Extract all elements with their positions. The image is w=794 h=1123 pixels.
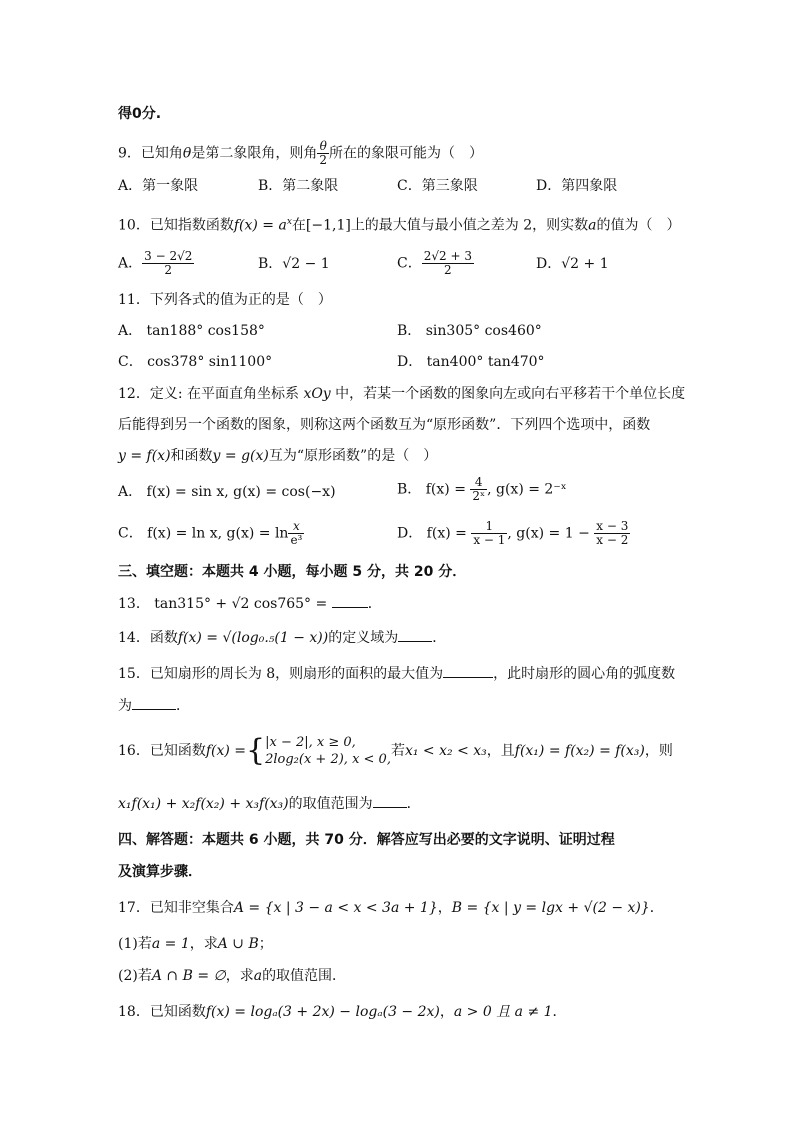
q17-set-b: B = {x | y = lgx + √(2 − x)}: [451, 900, 650, 916]
q16-text-a: 16．已知函数: [118, 743, 206, 759]
q11-option-d[interactable]: D． tan400° tan470°: [397, 354, 545, 370]
q12-text-a: 12．定义: 在平面直角坐标系: [118, 386, 304, 402]
q9-option-b[interactable]: B．第二象限: [258, 178, 339, 194]
q11-option-c[interactable]: C． cos378° sin1100°: [118, 354, 273, 370]
q12-text-b: 中，若某一个函数的图象向左或向右平移若干个单位长度: [330, 386, 686, 402]
q14-answer-blank[interactable]: [398, 629, 432, 642]
q10-text-c: 上的最大值与最小值之差为 2，则实数: [350, 217, 589, 234]
q15-text-c: 为: [118, 698, 132, 714]
q10-text-b: 在: [291, 217, 306, 234]
q9-text-a: 9．已知角: [118, 145, 183, 162]
q10-a-fraction: [142, 250, 194, 277]
q10-func: f(x) = a: [233, 217, 287, 234]
q17-p1-math-b: A ∪ B: [217, 936, 259, 952]
q15-text-b: ，此时扇形的圆心角的弧度数: [493, 666, 676, 682]
q16-answer-blank[interactable]: [373, 795, 407, 808]
q10-d-value: √2 + 1: [561, 256, 609, 272]
q15-answer-blank-1[interactable]: [443, 665, 493, 678]
q17-p1-text-c: ；: [258, 936, 273, 952]
q12-b-text-a: B． f(x) =: [397, 481, 471, 498]
q18-text-a: 18．已知函数: [118, 1004, 206, 1020]
q16-cases: [265, 734, 391, 768]
question-17-part-1: [118, 934, 273, 954]
q17-text-b: ，: [437, 900, 452, 916]
q10-c-label: C．: [397, 255, 422, 272]
q15-text-a: 15．已知扇形的周长为 8，则扇形的面积的最大值为: [118, 666, 444, 682]
q13-end: ．: [367, 596, 382, 612]
q10-option-c[interactable]: [397, 250, 474, 277]
q12-c-fraction: [288, 520, 304, 547]
q12-d-num-1: 1: [471, 520, 507, 534]
previous-question-tail: 得0分.: [118, 106, 162, 122]
q12-b-den: 2ˣ: [472, 489, 486, 503]
question-17-stem: [118, 898, 664, 918]
q15-answer-blank-2[interactable]: [132, 697, 176, 710]
q16-text-d: ，则: [644, 743, 673, 759]
q9-text-b: 是第二象限角，则角: [191, 145, 318, 162]
question-12-line-3: [118, 446, 437, 466]
q17-p1-text-b: ，求: [189, 936, 218, 952]
q16-text-c: ，且: [486, 743, 515, 759]
q10-interval: [−1,1]: [305, 217, 351, 234]
q12-c-den: e³: [290, 533, 303, 547]
q10-a-num: 3 − 2√2: [144, 249, 193, 263]
q12-d-num-2: x − 3: [596, 519, 629, 533]
q17-p2-text-b: ，求: [225, 968, 254, 984]
q16-case-2: 2log₂(x + 2), x < 0,: [265, 752, 391, 767]
q18-cond: a > 0 且 a ≠ 1: [453, 1004, 553, 1020]
q10-a-label: A．: [118, 255, 143, 272]
q12-option-b[interactable]: [397, 476, 567, 503]
q16-text-b: 若: [390, 743, 405, 759]
question-16-line-1: [118, 734, 673, 768]
q12-option-a[interactable]: A． f(x) = sin x, g(x) = cos(−x): [118, 484, 336, 500]
q16-eq: f(x₁) = f(x₂) = f(x₃): [514, 743, 645, 759]
q16-brace-icon: {: [246, 733, 266, 768]
section-4-heading-line-2: 及演算步骤．: [118, 864, 202, 880]
q18-func: f(x) = logₐ(3 + 2x) − logₐ(3 − 2x): [205, 1004, 440, 1020]
q10-a-den: 2: [164, 263, 173, 277]
q16-case-1: |x − 2|, x ≥ 0,: [265, 735, 356, 750]
q17-p2-math-b: a: [253, 968, 263, 984]
q16-func: f(x) =: [205, 743, 247, 759]
section-3-heading: 三、填空题：本题共 4 小题，每小题 5 分，共 20 分．: [118, 564, 467, 580]
q12-d-den-2: x − 2: [596, 533, 629, 547]
q12-d-fraction-1: [471, 520, 507, 547]
q9-frac-num: θ: [317, 140, 329, 154]
q10-var: a: [588, 217, 597, 234]
question-14: [118, 628, 446, 648]
q16-end: ．: [406, 796, 421, 812]
q12-option-c[interactable]: [118, 520, 304, 547]
q12-c-num: x: [288, 520, 304, 534]
q10-c-num: 2√2 + 3: [423, 249, 472, 263]
q12-func-g: y = g(x): [212, 448, 269, 464]
q12-option-d[interactable]: [397, 520, 630, 547]
q12-b-fraction: [470, 476, 487, 503]
question-15-line-1: [118, 664, 675, 684]
q17-p2-text-c: 的取值范围．: [262, 968, 347, 984]
question-12-line-1: [118, 384, 685, 404]
q10-exp: x: [286, 217, 292, 227]
q12-b-text-b: , g(x) = 2⁻ˣ: [487, 481, 567, 498]
q12-d-text-b: , g(x) = 1 −: [507, 525, 595, 542]
question-16-line-2: [118, 794, 421, 814]
question-18-stem: [118, 1002, 567, 1022]
q9-fraction: [317, 140, 329, 167]
q16-expr: x₁f(x₁) + x₂f(x₂) + x₃f(x₃): [118, 796, 289, 812]
q12-d-den-1: x − 1: [473, 533, 506, 547]
q10-option-a[interactable]: [118, 250, 194, 277]
q14-text-b: 的定义域为: [328, 630, 399, 646]
q10-b-value: √2 − 1: [282, 256, 330, 272]
question-13: [118, 594, 382, 614]
q9-option-d[interactable]: D．第四象限: [536, 178, 618, 194]
q9-theta: θ: [182, 145, 192, 162]
q10-text-d: 的值为（ ）: [596, 217, 681, 234]
q10-text-a: 10．已知指数函数: [118, 217, 234, 234]
question-12-line-2: 后能得到另一个函数的图象，则称这两个函数互为“原形函数”．下列四个选项中，函数: [118, 417, 651, 433]
q17-text-a: 17．已知非空集合: [118, 900, 234, 916]
q14-func: f(x) = √(log₀.₅(1 − x)): [177, 630, 329, 646]
q9-option-c[interactable]: C．第三象限: [397, 178, 478, 194]
q17-p2-math-a: A ∩ B = ∅: [151, 968, 226, 984]
q12-text-d: 互为“原形函数”的是（ ）: [268, 448, 438, 464]
q9-option-a[interactable]: A．第一象限: [118, 178, 199, 194]
question-10-stem: [118, 212, 681, 236]
q16-text-e: 的取值范围为: [288, 796, 373, 812]
q10-option-b[interactable]: [258, 254, 330, 274]
q11-option-a[interactable]: A． tan188° cos158°: [118, 323, 265, 339]
q9-frac-den: 2: [319, 153, 327, 167]
q17-set-a: A = {x | 3 − a < x < 3a + 1}: [233, 900, 438, 916]
q17-p2-text-a: (2)若: [118, 968, 152, 984]
q14-end: ．: [432, 630, 447, 646]
q12-d-fraction-2: [594, 520, 630, 547]
q12-b-num: 4: [470, 476, 487, 490]
q17-p1-text-a: (1)若: [118, 936, 152, 952]
q9-text-c: 所在的象限可能为（ ）: [329, 145, 483, 162]
q17-text-c: ．: [649, 900, 664, 916]
q18-text-c: ．: [552, 1004, 567, 1020]
q18-text-b: ，: [439, 1004, 454, 1020]
q14-text-a: 14．函数: [118, 630, 178, 646]
q10-d-label: D．: [536, 256, 562, 272]
q10-c-fraction: [422, 250, 474, 277]
q12-d-text-a: D． f(x) =: [397, 525, 472, 542]
question-11-stem: 11．下列各式的值为正的是（ ）: [118, 292, 332, 308]
q15-end: ．: [176, 698, 190, 714]
question-15-line-2: [118, 696, 190, 716]
question-17-part-2: [118, 966, 346, 986]
q10-c-den: 2: [444, 263, 452, 277]
q12-xoy: xOy: [303, 386, 331, 402]
q17-p1-math-a: a = 1: [151, 936, 190, 952]
section-4-heading-line-1: 四、解答题：本题共 6 小题，共 70 分．解答应写出必要的文字说明、证明过程: [118, 832, 615, 848]
q13-text: 13． tan315° + √2 cos765° =: [118, 596, 332, 612]
q12-text-c: 和函数: [170, 448, 213, 464]
q16-cond: x₁ < x₂ < x₃: [404, 743, 487, 759]
q11-option-b[interactable]: B． sin305° cos460°: [397, 323, 542, 339]
q12-func-f: y = f(x): [118, 448, 171, 464]
q10-option-d[interactable]: [536, 254, 609, 274]
q12-c-text-a: C． f(x) = ln x, g(x) = ln: [118, 525, 289, 542]
question-9-stem: [118, 140, 483, 167]
q13-answer-blank[interactable]: [332, 595, 368, 608]
q10-b-label: B．: [258, 256, 283, 272]
